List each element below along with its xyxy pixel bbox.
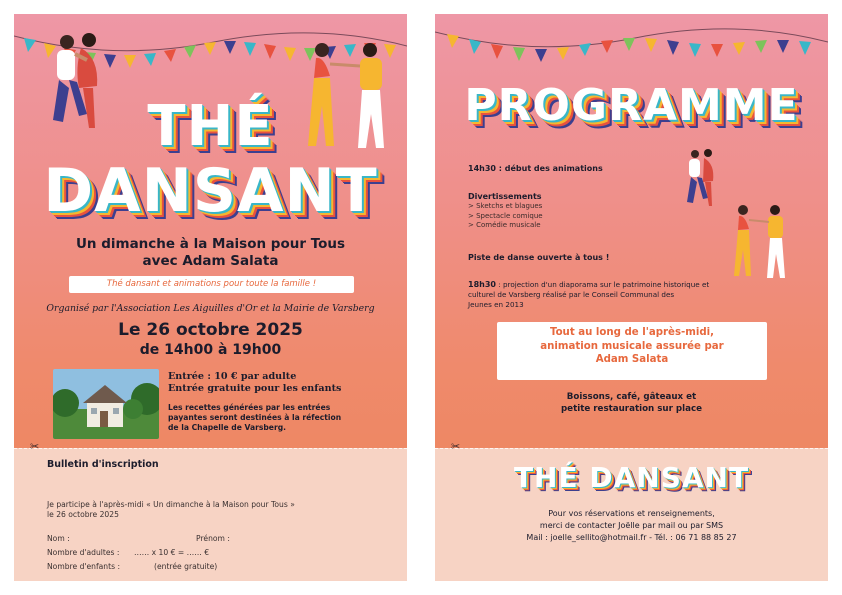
form-heading: Bulletin d'inscription [47, 459, 159, 470]
footer-title: THÉ DANSANT [513, 461, 750, 494]
flyer-front [14, 14, 407, 581]
programme-item-1830 [468, 280, 709, 310]
time-1830: 18h30 [468, 280, 496, 289]
sub-item-spectacle: > Spectacle comique [468, 211, 543, 220]
refreshments-info [435, 392, 828, 415]
flyer-back [435, 14, 828, 581]
divertissements-block [468, 192, 543, 231]
dancing-duo-illustration [731, 200, 795, 284]
piste-de-danse [468, 253, 609, 263]
kids-field[interactable]: Nombre d'enfants : [47, 562, 121, 571]
divertissements-heading: Divertissements [468, 192, 542, 201]
adults-calc: …… x 10 € = …… € [134, 548, 210, 557]
sub-item-comedie: > Comédie musicale [468, 221, 541, 229]
note-line-3: de la Chapelle de Varsberg. [168, 423, 287, 432]
contact-line-3[interactable]: Mail : joelle_sellito@hotmail.fr - Tél. : 06 71 88 85 27 [526, 533, 737, 542]
musical-animation-box [497, 322, 767, 380]
title-the: THÉ [147, 94, 274, 159]
title-dansant: DANSANT [43, 156, 378, 226]
tagline: Thé dansant et animations pour toute la famille ! [69, 276, 354, 293]
item-1830-line-1: : projection d'un diaporama sur le patrimoine historique et [495, 280, 710, 289]
subtitle-line-2: avec Adam Salata [142, 253, 279, 269]
piste-text: Piste de danse ouverte à tous ! [468, 253, 610, 262]
note-line-2: payantes seront destinées à la réfection [168, 413, 342, 422]
registration-form [14, 448, 407, 581]
drinks-line-2: petite restauration sur place [560, 403, 703, 414]
item-1830-line-3: Jeunes en 2013 [468, 300, 524, 309]
scissors-icon: ✂ [451, 440, 461, 453]
prices [168, 371, 341, 395]
subtitle [14, 236, 407, 270]
contact-info [435, 508, 828, 544]
time-1430: 14h30 [468, 164, 496, 173]
price-adult: Entrée : 10 € par adulte [168, 371, 297, 382]
form-intro-line-2: le 26 octobre 2025 [47, 510, 119, 519]
note-line-1: Les recettes générées par les entrées [168, 403, 331, 412]
box-line-3: Adam Salata [595, 354, 669, 365]
contact-line-2: merci de contacter Joëlle par mail ou par SMS [539, 521, 724, 530]
revenue-note [168, 403, 378, 433]
event-date: Le 26 octobre 2025 [118, 320, 303, 340]
nom-field[interactable]: Nom : [47, 534, 70, 543]
organizer: Organisé par l'Association Les Aiguilles d'Or et la Mairie de Varsberg [46, 303, 375, 314]
item-1830-line-2: culturel de Varsberg réalisé par le Conseil Communal des [468, 290, 675, 299]
item-1430-text: : début des animations [495, 164, 603, 173]
bunting-decoration [435, 14, 828, 84]
adults-field[interactable]: Nombre d'adultes : [47, 548, 120, 557]
sub-item-sketchs: > Sketchs et blagues [468, 202, 543, 210]
box-line-2: animation musicale assurée par [540, 340, 724, 352]
title-programme: PROGRAMME [464, 80, 799, 131]
price-kids: Entrée gratuite pour les enfants [168, 383, 342, 394]
chapel-photo [53, 369, 159, 439]
contact-line-1: Pour vos réservations et renseignements, [548, 509, 715, 518]
box-line-1: Tout au long de l'après-midi, [549, 327, 715, 338]
scissors-icon: ✂ [30, 440, 40, 453]
prenom-field[interactable]: Prénom : [196, 534, 230, 543]
programme-item-1430 [468, 164, 603, 174]
event-hours: de 14h00 à 19h00 [139, 342, 282, 358]
kids-note: (entrée gratuite) [154, 562, 218, 571]
drinks-line-1: Boissons, café, gâteaux et [566, 392, 697, 402]
form-intro-line-1: Je participe à l'après-midi « Un dimanche à la Maison pour Tous » [47, 500, 295, 509]
subtitle-line-1: Un dimanche à la Maison pour Tous [75, 236, 346, 252]
dancing-couple-illustration [679, 146, 724, 224]
